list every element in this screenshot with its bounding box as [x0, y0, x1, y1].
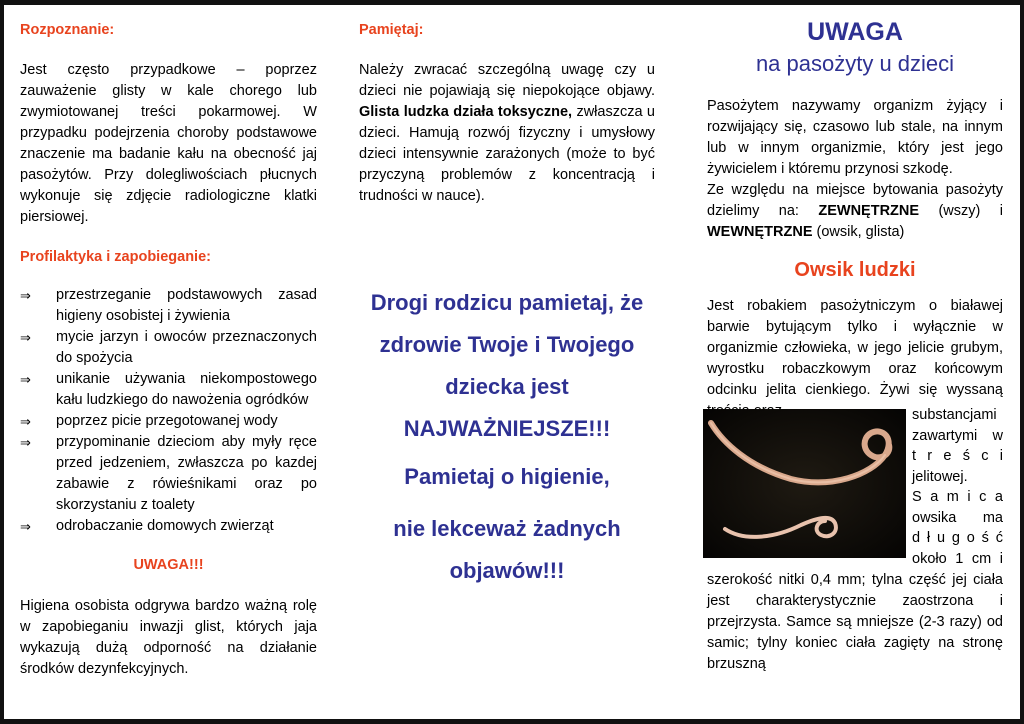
page-frame-top: [0, 0, 1024, 5]
warning-text: Higiena osobista odgrywa bardzo ważną rolę w zapobieganiu inwazji glist, których jaja wykazują dużą odporność na działanie środków dezynfekcyjnych.: [20, 598, 317, 677]
slogan-line: NAJWAŻNIEJSZE!!!: [403, 416, 611, 441]
leaflet-subtitle: na pasożyty u dzieci: [755, 51, 955, 76]
intro-text: Pasożytem nazywamy organizm żyjący i rozwijający się, czasowo lub stale, na innym lub w innym organizmie, który jest jego żywicielem i któremu przynosi szkodę. Ze względu na miejsce bytowania pasożyty dzielimy na: ZEWNĘTRZNE (wszy) i WEWNĘTRZNE (owsik, glista): [707, 98, 1003, 240]
diagnosis-heading: Rozpoznanie:: [20, 22, 115, 38]
list-item: ⇒ poprzez picie przegotowanej wody: [20, 411, 317, 432]
slogan-line: zdrowie Twoje i Twojego: [379, 332, 635, 357]
page-frame-right: [1020, 0, 1024, 724]
arrow-right-icon: ⇒: [20, 519, 31, 534]
pinworm-heading: Owsik ludzki: [794, 259, 916, 281]
list-item: ⇒ przestrzeganie podstawowych zasad higieny osobistej i żywienia: [20, 287, 317, 324]
pinworm-text: Jest robakiem pasożytniczym o białawej barwie bytującym tylko i wyłącznie w organizmie człowieka, w jego jelicie grubym, wyrostku robaczkowym oraz końcowym odcinku jelita cienkiego. Żywi się wyssaną: [707, 298, 1003, 398]
wrapped-text: substancjami zawartymi w t r e ś c i jelitowej. S a m i c a owsika ma d ł u g o ś ć około 1 cm i: [912, 407, 1003, 567]
slogan-line: nie lekceważ żadnych: [393, 516, 621, 541]
remember-heading: Pamiętaj:: [359, 22, 424, 38]
list-item: ⇒ mycie jarzyn i owoców przeznaczonych do spożycia: [20, 329, 317, 366]
warning-heading: UWAGA!!!: [133, 557, 204, 573]
diagnosis-text: Jest często przypadkowe – poprzez zauważenie glisty w kale chorego lub zwymiotowanej treści pokarmowej. W przypadku podejrzenia choroby podstawowe znaczenie ma badanie kału na obecność jaj pasożytów. Przy dolegliwościach płucnych wykonuje się zdjęcie radiologiczne klatki piersiowej.: [20, 62, 317, 225]
remember-text: Należy zwracać szczególną uwagę czy u dzieci nie pojawiają się niepokojące objawy. Glista ludzka działa toksyczne, zwłaszcza u dzieci. Hamują rozwój fizyczny i umysłowy dzieci intensywnie zarażonych (może to być przyczyną problemów z koncentracją i trudności w nauce).: [359, 62, 655, 204]
arrow-right-icon: ⇒: [20, 435, 31, 450]
list-item: ⇒ przypominanie dzieciom aby myły ręce przed jedzeniem, zwłaszcza po kazdej zabawie z rówieśnikami oraz po skorzystaniu z toalety: [20, 434, 317, 513]
slogan-line: objawów!!!: [449, 558, 565, 583]
pinworm-photo: [703, 409, 906, 558]
list-item: ⇒ odrobaczanie domowych zwierząt: [20, 516, 317, 537]
prevention-heading: Profilaktyka i zapobieganie:: [20, 249, 211, 265]
leaflet-title: UWAGA: [807, 18, 903, 46]
slogan-line: Drogi rodzicu pamietaj, że: [370, 290, 644, 315]
prevention-list: [20, 285, 317, 537]
list-item: ⇒ unikanie używania niekompostowego kału ludzkiego do nawożenia ogródków: [20, 371, 317, 408]
slogan-line: Pamietaj o higienie,: [404, 464, 610, 489]
slogan-line: dziecka jest: [445, 374, 569, 399]
arrow-right-icon: ⇒: [20, 288, 31, 303]
arrow-right-icon: ⇒: [20, 330, 31, 345]
arrow-right-icon: ⇒: [20, 372, 31, 387]
page-frame-bottom: [0, 719, 1024, 724]
arrow-right-icon: ⇒: [20, 414, 31, 429]
pinworm-text-end: szerokość nitki 0,4 mm; tylna część jej ciała jest charakterystycznie zaostrzona i przejrzysta. Samce są mniejsze (2-3 razy) od samic; tylny koniec ciała zagięty na stronę brzuszną: [707, 572, 1003, 672]
page-frame-left: [0, 0, 4, 724]
